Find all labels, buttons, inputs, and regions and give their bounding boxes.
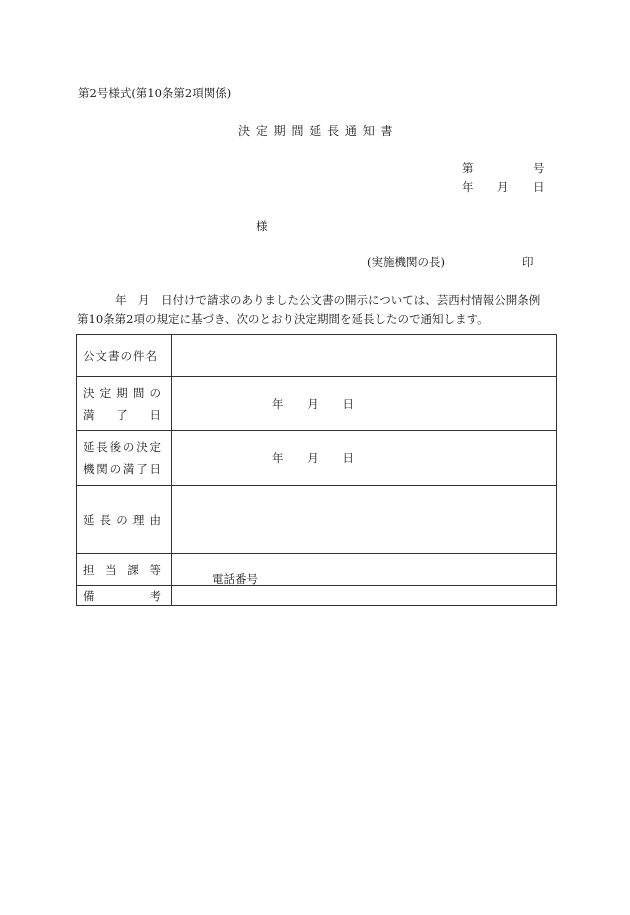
doc-date-month: 月 bbox=[497, 180, 509, 194]
label-reason: 延 長 の 理 由 bbox=[77, 486, 172, 554]
doc-number-go: 号 bbox=[533, 161, 545, 175]
label-extended-deadline: 延 長 後 の 決 定 機 関 の 満 了 日 bbox=[77, 431, 172, 486]
body-line-2: 第10条第2項の規定に基づき、次のとおり決定期間を延長したので通知します。 bbox=[77, 312, 489, 326]
extended-date: 年 月 日 bbox=[272, 451, 354, 465]
value-deadline[interactable] bbox=[172, 377, 557, 431]
seal-mark: 印 bbox=[522, 255, 534, 269]
value-department[interactable] bbox=[172, 554, 557, 586]
form-number: 第2号様式(第10条第2項関係) bbox=[78, 86, 232, 100]
sender-label: (実施機関の長) bbox=[367, 255, 445, 269]
phone-label: 電話番号 bbox=[212, 572, 258, 586]
row-remarks bbox=[77, 586, 557, 606]
doc-date-day: 日 bbox=[533, 180, 545, 194]
doc-date-year: 年 bbox=[462, 180, 474, 194]
body-line-1: 年 月 日付けで請求のありました公文書の開示については、芸西村情報公開条例 bbox=[115, 293, 541, 307]
value-reason[interactable] bbox=[172, 486, 557, 554]
doc-number-dai: 第 bbox=[462, 161, 474, 175]
row-reason bbox=[77, 486, 557, 554]
page-title: 決 定 期 間 延 長 通 知 書 bbox=[238, 124, 394, 138]
addressee-suffix: 様 bbox=[256, 219, 268, 233]
row-subject bbox=[77, 335, 557, 377]
label-remarks: 備 考 bbox=[77, 586, 172, 606]
value-subject[interactable] bbox=[172, 335, 557, 377]
label-deadline: 決 定 期 間 の 満 了 日 bbox=[77, 377, 172, 431]
row-department bbox=[77, 554, 557, 586]
value-remarks[interactable] bbox=[172, 586, 557, 606]
extension-form-table bbox=[76, 334, 557, 606]
row-deadline bbox=[77, 377, 557, 431]
value-extended-deadline[interactable] bbox=[172, 431, 557, 486]
label-subject: 公文書の件名 bbox=[77, 335, 172, 377]
row-extended-deadline bbox=[77, 431, 557, 486]
label-department: 担 当 課 等 bbox=[77, 554, 172, 586]
deadline-date: 年 月 日 bbox=[272, 396, 354, 411]
